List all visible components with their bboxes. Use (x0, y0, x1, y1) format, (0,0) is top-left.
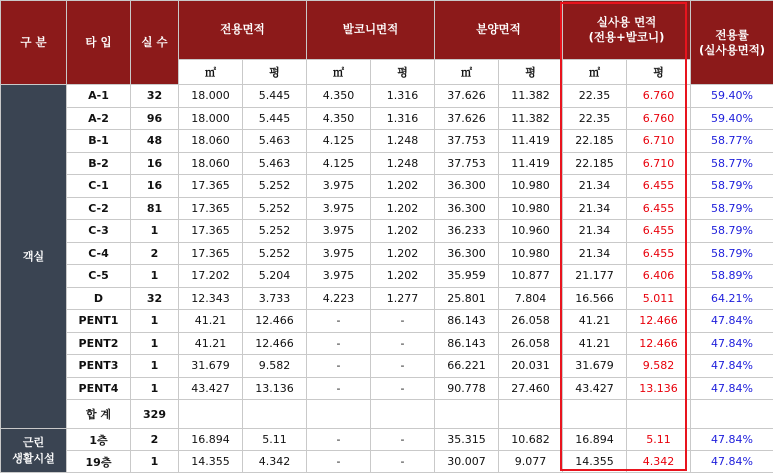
balcony-pyeong-cell: - (371, 310, 435, 333)
type-cell: 19층 (67, 451, 131, 473)
header-rooms: 실 수 (131, 1, 179, 85)
rooms-cell: 32 (131, 85, 179, 108)
sale-pyeong-cell: 20.031 (499, 355, 563, 378)
actual-m2-cell: 21.34 (563, 242, 627, 265)
actual-pyeong-cell: 6.455 (627, 242, 691, 265)
sale-m2-cell: 25.801 (435, 287, 499, 310)
facility-rows (1, 429, 773, 473)
actual-m2-cell: 21.177 (563, 265, 627, 288)
exclusive-m2-cell: 12.343 (179, 287, 243, 310)
empty-cell (499, 400, 563, 429)
category-facility-line2: 생활시설 (12, 451, 55, 465)
exclusive-m2-cell: 18.060 (179, 152, 243, 175)
rooms-cell: 16 (131, 152, 179, 175)
balcony-pyeong-cell: 1.316 (371, 107, 435, 130)
type-cell: C-2 (67, 197, 131, 220)
total-row (1, 400, 773, 429)
exclusive-m2-cell: 31.679 (179, 355, 243, 378)
actual-m2-cell: 16.894 (563, 429, 627, 451)
type-cell: D (67, 287, 131, 310)
rooms-cell: 1 (131, 355, 179, 378)
balcony-m2-cell: - (307, 451, 371, 473)
balcony-pyeong-cell: 1.202 (371, 175, 435, 198)
actual-pyeong-cell: 6.760 (627, 107, 691, 130)
unit-ex-m2: ㎡ (179, 59, 243, 84)
balcony-pyeong-cell: 1.202 (371, 197, 435, 220)
header-ratio-line1: 전용률 (715, 27, 749, 42)
sale-pyeong-cell: 7.804 (499, 287, 563, 310)
sale-m2-cell: 35.959 (435, 265, 499, 288)
type-cell: 1층 (67, 429, 131, 451)
actual-m2-cell: 43.427 (563, 377, 627, 400)
exclusive-pyeong-cell: 5.463 (243, 152, 307, 175)
balcony-m2-cell: 3.975 (307, 220, 371, 243)
empty-cell (627, 400, 691, 429)
exclusive-pyeong-cell: 5.252 (243, 220, 307, 243)
exclusive-pyeong-cell: 5.252 (243, 197, 307, 220)
balcony-pyeong-cell: 1.316 (371, 85, 435, 108)
exclusive-m2-cell: 18.000 (179, 85, 243, 108)
rooms-cell: 96 (131, 107, 179, 130)
header-row (1, 1, 773, 60)
empty-cell (371, 400, 435, 429)
unit-ex-pyeong: 평 (243, 59, 307, 84)
balcony-pyeong-cell: - (371, 377, 435, 400)
sale-m2-cell: 36.300 (435, 242, 499, 265)
ratio-cell: 64.21% (691, 287, 773, 310)
sale-m2-cell: 66.221 (435, 355, 499, 378)
ratio-cell: 47.84% (691, 310, 773, 333)
header-category: 구 분 (1, 1, 67, 85)
sale-pyeong-cell: 10.980 (499, 197, 563, 220)
exclusive-m2-cell: 41.21 (179, 310, 243, 333)
exclusive-m2-cell: 18.060 (179, 130, 243, 153)
table-row (1, 377, 773, 400)
ratio-cell: 47.84% (691, 451, 773, 473)
rooms-cell: 2 (131, 429, 179, 451)
sale-m2-cell: 30.007 (435, 451, 499, 473)
actual-pyeong-cell: 12.466 (627, 332, 691, 355)
table-row (1, 355, 773, 378)
empty-cell (563, 400, 627, 429)
header-ratio-line2: (실사용면적) (699, 42, 766, 57)
table-row (1, 130, 773, 153)
unit-sale-pyeong: 평 (499, 59, 563, 84)
actual-pyeong-cell: 6.710 (627, 152, 691, 175)
rooms-cell: 1 (131, 377, 179, 400)
empty-cell (307, 400, 371, 429)
actual-pyeong-cell: 6.760 (627, 85, 691, 108)
rooms-cell: 48 (131, 130, 179, 153)
balcony-pyeong-cell: - (371, 355, 435, 378)
header-actual-area-line2: (전용+발코니) (588, 29, 665, 44)
balcony-m2-cell: 3.975 (307, 242, 371, 265)
type-cell: C-5 (67, 265, 131, 288)
ratio-cell: 58.77% (691, 130, 773, 153)
table-row (1, 265, 773, 288)
table-row (1, 429, 773, 451)
actual-pyeong-cell: 4.342 (627, 451, 691, 473)
actual-m2-cell: 22.185 (563, 130, 627, 153)
sale-pyeong-cell: 11.419 (499, 152, 563, 175)
actual-pyeong-cell: 9.582 (627, 355, 691, 378)
table-row (1, 310, 773, 333)
balcony-m2-cell: - (307, 332, 371, 355)
rooms-cell: 81 (131, 197, 179, 220)
sale-m2-cell: 36.300 (435, 175, 499, 198)
sale-pyeong-cell: 10.682 (499, 429, 563, 451)
sale-m2-cell: 37.753 (435, 152, 499, 175)
actual-m2-cell: 21.34 (563, 220, 627, 243)
type-cell: C-1 (67, 175, 131, 198)
exclusive-m2-cell: 17.365 (179, 197, 243, 220)
ratio-cell: 58.79% (691, 242, 773, 265)
exclusive-m2-cell: 17.365 (179, 242, 243, 265)
balcony-m2-cell: - (307, 377, 371, 400)
type-cell: PENT2 (67, 332, 131, 355)
rooms-cell: 1 (131, 451, 179, 473)
total-label: 합 계 (67, 400, 131, 429)
balcony-m2-cell: 4.223 (307, 287, 371, 310)
balcony-m2-cell: 4.350 (307, 85, 371, 108)
exclusive-pyeong-cell: 5.204 (243, 265, 307, 288)
balcony-pyeong-cell: 1.202 (371, 220, 435, 243)
balcony-pyeong-cell: 1.277 (371, 287, 435, 310)
exclusive-pyeong-cell: 13.136 (243, 377, 307, 400)
empty-cell (179, 400, 243, 429)
ratio-cell: 47.84% (691, 429, 773, 451)
unit-act-m2: ㎡ (563, 59, 627, 84)
rooms-cell: 1 (131, 310, 179, 333)
unit-bal-m2: ㎡ (307, 59, 371, 84)
type-cell: B-2 (67, 152, 131, 175)
sale-pyeong-cell: 11.382 (499, 107, 563, 130)
sale-m2-cell: 86.143 (435, 310, 499, 333)
ratio-cell: 47.84% (691, 332, 773, 355)
sale-pyeong-cell: 10.877 (499, 265, 563, 288)
balcony-pyeong-cell: 1.202 (371, 242, 435, 265)
exclusive-m2-cell: 18.000 (179, 107, 243, 130)
exclusive-pyeong-cell: 12.466 (243, 310, 307, 333)
table-row (1, 287, 773, 310)
actual-pyeong-cell: 12.466 (627, 310, 691, 333)
exclusive-pyeong-cell: 4.342 (243, 451, 307, 473)
type-cell: PENT4 (67, 377, 131, 400)
ratio-cell: 59.40% (691, 107, 773, 130)
ratio-cell: 58.79% (691, 175, 773, 198)
header-actual-area (563, 1, 691, 60)
exclusive-m2-cell: 17.202 (179, 265, 243, 288)
table-row (1, 85, 773, 108)
balcony-m2-cell: 4.350 (307, 107, 371, 130)
table-row (1, 451, 773, 473)
exclusive-m2-cell: 41.21 (179, 332, 243, 355)
actual-pyeong-cell: 5.11 (627, 429, 691, 451)
ratio-cell: 47.84% (691, 377, 773, 400)
rooms-cell: 2 (131, 242, 179, 265)
category-facility-line1: 근린 (22, 435, 45, 449)
table-row (1, 242, 773, 265)
sale-m2-cell: 37.626 (435, 85, 499, 108)
sale-pyeong-cell: 10.980 (499, 175, 563, 198)
ratio-cell: 47.84% (691, 355, 773, 378)
sale-m2-cell: 37.626 (435, 107, 499, 130)
exclusive-pyeong-cell: 5.252 (243, 242, 307, 265)
actual-m2-cell: 16.566 (563, 287, 627, 310)
exclusive-pyeong-cell: 12.466 (243, 332, 307, 355)
sale-pyeong-cell: 27.460 (499, 377, 563, 400)
type-cell: PENT3 (67, 355, 131, 378)
actual-m2-cell: 41.21 (563, 332, 627, 355)
header-exclusive-area: 전용면적 (179, 1, 307, 60)
header-type: 타 입 (67, 1, 131, 85)
actual-m2-cell: 21.34 (563, 197, 627, 220)
actual-m2-cell: 14.355 (563, 451, 627, 473)
exclusive-pyeong-cell: 3.733 (243, 287, 307, 310)
balcony-m2-cell: 4.125 (307, 130, 371, 153)
header-actual-area-line1: 실사용 면적 (596, 14, 657, 29)
sale-m2-cell: 86.143 (435, 332, 499, 355)
type-cell: PENT1 (67, 310, 131, 333)
rooms-cell: 1 (131, 220, 179, 243)
total-rooms: 329 (131, 400, 179, 429)
type-cell: C-3 (67, 220, 131, 243)
actual-m2-cell: 21.34 (563, 175, 627, 198)
exclusive-pyeong-cell: 5.463 (243, 130, 307, 153)
actual-m2-cell: 22.35 (563, 107, 627, 130)
type-cell: C-4 (67, 242, 131, 265)
exclusive-m2-cell: 14.355 (179, 451, 243, 473)
rooms-cell: 1 (131, 332, 179, 355)
sale-m2-cell: 37.753 (435, 130, 499, 153)
empty-cell (243, 400, 307, 429)
header-balcony-area: 발코니면적 (307, 1, 435, 60)
room-rows (1, 85, 773, 429)
header-sale-area: 분양면적 (435, 1, 563, 60)
sale-pyeong-cell: 10.960 (499, 220, 563, 243)
exclusive-pyeong-cell: 9.582 (243, 355, 307, 378)
actual-pyeong-cell: 6.406 (627, 265, 691, 288)
sale-pyeong-cell: 11.419 (499, 130, 563, 153)
empty-cell (691, 400, 773, 429)
balcony-m2-cell: 3.975 (307, 265, 371, 288)
table-row (1, 152, 773, 175)
unit-bal-pyeong: 평 (371, 59, 435, 84)
sale-pyeong-cell: 11.382 (499, 85, 563, 108)
sale-m2-cell: 36.233 (435, 220, 499, 243)
rooms-cell: 32 (131, 287, 179, 310)
ratio-cell: 58.79% (691, 197, 773, 220)
exclusive-pyeong-cell: 5.252 (243, 175, 307, 198)
exclusive-pyeong-cell: 5.11 (243, 429, 307, 451)
table-row (1, 332, 773, 355)
ratio-cell: 58.89% (691, 265, 773, 288)
actual-pyeong-cell: 5.011 (627, 287, 691, 310)
sale-pyeong-cell: 26.058 (499, 332, 563, 355)
exclusive-pyeong-cell: 5.445 (243, 107, 307, 130)
actual-m2-cell: 22.185 (563, 152, 627, 175)
category-facility (1, 429, 67, 473)
exclusive-pyeong-cell: 5.445 (243, 85, 307, 108)
balcony-m2-cell: - (307, 310, 371, 333)
header-ratio (691, 1, 773, 85)
table-row (1, 197, 773, 220)
empty-cell (435, 400, 499, 429)
actual-m2-cell: 31.679 (563, 355, 627, 378)
balcony-m2-cell: 3.975 (307, 197, 371, 220)
type-cell: B-1 (67, 130, 131, 153)
type-cell: A-1 (67, 85, 131, 108)
actual-pyeong-cell: 13.136 (627, 377, 691, 400)
unit-act-pyeong: 평 (627, 59, 691, 84)
table-row (1, 220, 773, 243)
rooms-cell: 1 (131, 265, 179, 288)
actual-m2-cell: 41.21 (563, 310, 627, 333)
balcony-m2-cell: 4.125 (307, 152, 371, 175)
sale-pyeong-cell: 26.058 (499, 310, 563, 333)
actual-pyeong-cell: 6.455 (627, 197, 691, 220)
actual-m2-cell: 22.35 (563, 85, 627, 108)
category-guest-room: 객실 (1, 85, 67, 429)
balcony-pyeong-cell: 1.248 (371, 152, 435, 175)
sale-m2-cell: 35.315 (435, 429, 499, 451)
actual-pyeong-cell: 6.455 (627, 175, 691, 198)
balcony-m2-cell: - (307, 429, 371, 451)
balcony-pyeong-cell: 1.202 (371, 265, 435, 288)
ratio-cell: 58.79% (691, 220, 773, 243)
exclusive-m2-cell: 43.427 (179, 377, 243, 400)
actual-pyeong-cell: 6.710 (627, 130, 691, 153)
sale-m2-cell: 36.300 (435, 197, 499, 220)
type-cell: A-2 (67, 107, 131, 130)
actual-pyeong-cell: 6.455 (627, 220, 691, 243)
unit-sale-m2: ㎡ (435, 59, 499, 84)
balcony-pyeong-cell: - (371, 429, 435, 451)
table-row (1, 175, 773, 198)
balcony-m2-cell: 3.975 (307, 175, 371, 198)
sale-pyeong-cell: 10.980 (499, 242, 563, 265)
ratio-cell: 59.40% (691, 85, 773, 108)
balcony-m2-cell: - (307, 355, 371, 378)
sale-pyeong-cell: 9.077 (499, 451, 563, 473)
exclusive-m2-cell: 17.365 (179, 220, 243, 243)
balcony-pyeong-cell: 1.248 (371, 130, 435, 153)
balcony-pyeong-cell: - (371, 451, 435, 473)
sale-m2-cell: 90.778 (435, 377, 499, 400)
exclusive-m2-cell: 16.894 (179, 429, 243, 451)
exclusive-m2-cell: 17.365 (179, 175, 243, 198)
ratio-cell: 58.77% (691, 152, 773, 175)
balcony-pyeong-cell: - (371, 332, 435, 355)
rooms-cell: 16 (131, 175, 179, 198)
table-row (1, 107, 773, 130)
